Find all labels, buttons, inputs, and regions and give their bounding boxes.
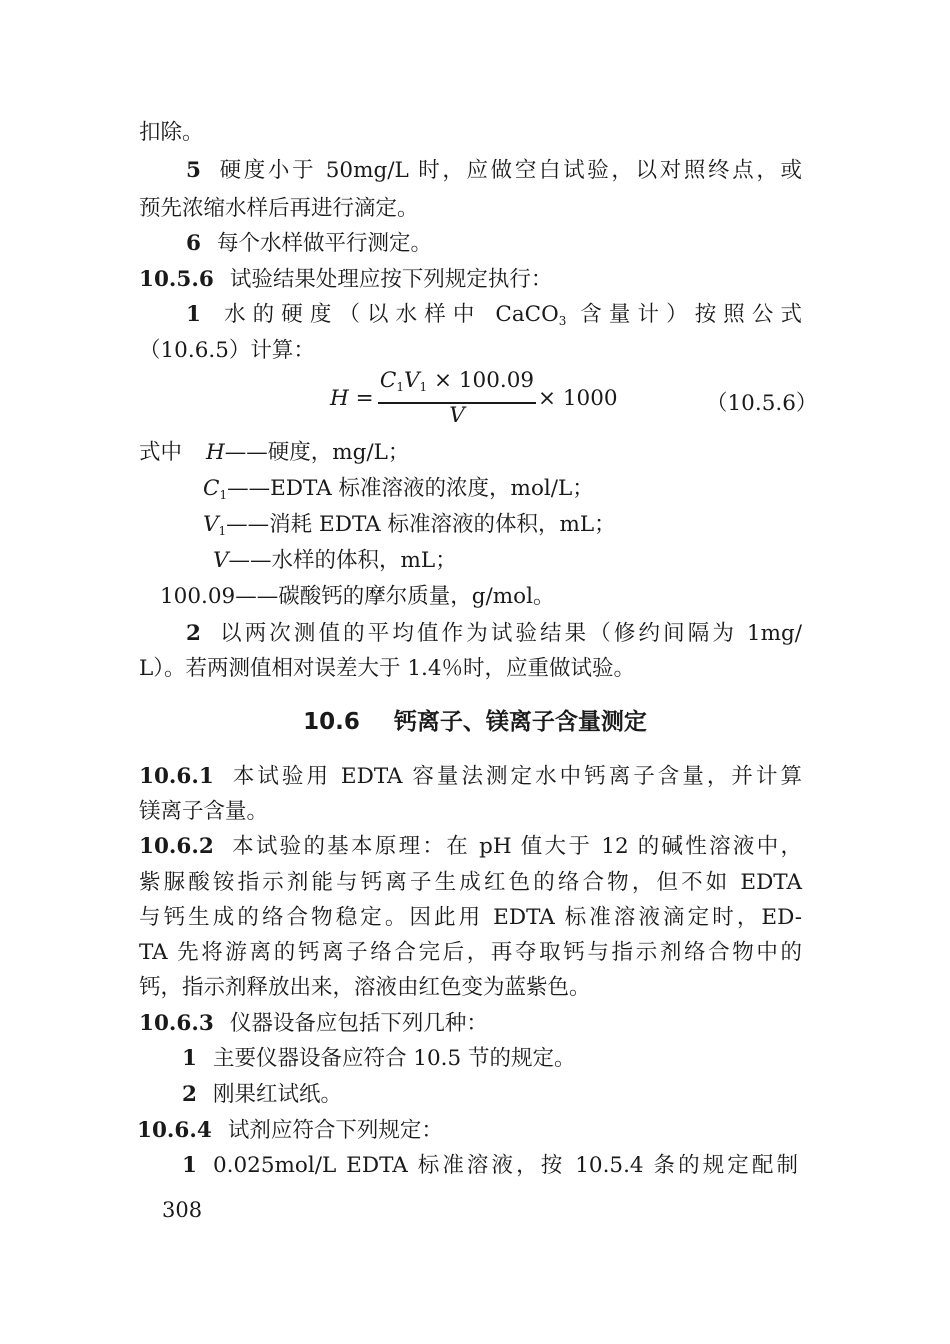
variable-desc: ——EDTA 标准溶液的浓度，mol/L； xyxy=(227,476,594,501)
clause-text: 仪器设备应包括下列几种： xyxy=(229,1011,488,1036)
formula-symbol: C xyxy=(379,368,397,393)
text-line xyxy=(139,903,802,933)
formula-tail: × 1000 xyxy=(538,386,618,411)
variable-desc: ——碳酸钙的摩尔质量，g/mol。 xyxy=(235,584,555,609)
text-span: （10.6.5）计算： xyxy=(139,338,315,363)
list-item-2 xyxy=(186,619,802,649)
clause-number: 10.6.4 xyxy=(137,1118,212,1143)
list-item-1 xyxy=(182,1151,798,1181)
section-number: 10.6 xyxy=(303,709,360,735)
subscript: 1 xyxy=(396,380,404,394)
item-text: 含量计）按照公式 xyxy=(566,302,802,327)
text-span: 预先浓缩水样后再进行滴定。 xyxy=(139,196,419,221)
where-h xyxy=(139,438,409,468)
item-number: 1 xyxy=(182,1153,197,1178)
text-span: 与钙生成的络合物稳定。因此用 EDTA 标准溶液滴定时，ED- xyxy=(139,905,802,930)
formula-numerator xyxy=(378,368,536,393)
text-span: 镁离子含量。 xyxy=(139,799,269,824)
where-c1 xyxy=(203,474,594,504)
item-text: 硬度小于 50mg/L 时，应做空白试验，以对照终点，或 xyxy=(216,158,802,183)
text-line xyxy=(139,118,204,148)
clause-number: 10.6.2 xyxy=(139,834,214,859)
variable-symbol: C xyxy=(203,476,220,501)
clause-10-6-2 xyxy=(139,832,802,862)
section-heading xyxy=(0,705,950,739)
list-item-1 xyxy=(182,1044,576,1074)
variable-symbol: 100.09 xyxy=(160,584,236,609)
variable-symbol: V xyxy=(213,548,229,573)
item-text: 水的硬度（以水样中 CaCO xyxy=(216,302,559,327)
text-span: 钙，指示剂释放出来，溶液由红色变为蓝紫色。 xyxy=(139,975,591,1000)
clause-text: 试验结果处理应按下列规定执行： xyxy=(229,267,553,292)
clause-10-5-6 xyxy=(139,265,552,295)
subscript: 3 xyxy=(558,314,567,328)
hardness-formula xyxy=(330,368,620,432)
where-prefix: 式中 xyxy=(139,440,183,465)
item-text: 主要仪器设备应符合 10.5 节的规定。 xyxy=(212,1046,576,1071)
item-number: 5 xyxy=(186,158,201,183)
item-text: 0.025mol/L EDTA 标准溶液，按 10.5.4 条的规定配制 xyxy=(212,1153,798,1178)
text-span: 紫脲酸铵指示剂能与钙离子生成红色的络合物，但不如 EDTA xyxy=(139,870,802,895)
item-number: 2 xyxy=(182,1082,197,1107)
item-text: 刚果红试纸。 xyxy=(212,1082,342,1107)
text-line xyxy=(139,797,268,827)
subscript: 1 xyxy=(419,380,428,394)
list-item-2 xyxy=(182,1080,342,1110)
item-number: 2 xyxy=(186,621,201,646)
clause-10-6-1 xyxy=(139,762,802,792)
list-item-5 xyxy=(186,156,802,186)
text-span: 扣除。 xyxy=(139,120,204,145)
formula-lhs: H = xyxy=(330,386,374,411)
formula-symbol: V xyxy=(404,368,420,393)
text-line xyxy=(139,938,802,968)
item-number: 1 xyxy=(182,1046,197,1071)
subscript: 1 xyxy=(218,524,227,538)
clause-text: 试剂应符合下列规定： xyxy=(227,1118,443,1143)
clause-number: 10.5.6 xyxy=(139,267,214,292)
where-v xyxy=(213,546,457,576)
clause-10-6-3 xyxy=(139,1009,488,1039)
text-line xyxy=(139,868,802,898)
variable-desc: ——消耗 EDTA 标准溶液的体积，mL； xyxy=(226,512,616,537)
list-item-1 xyxy=(186,300,802,330)
formula-text: × 100.09 xyxy=(427,368,535,393)
text-span: TA 先将游离的钙离子络合完后，再夺取钙与指示剂络合物中的 xyxy=(139,940,802,965)
text-line xyxy=(139,973,591,1003)
item-number: 1 xyxy=(186,302,201,327)
list-item-6 xyxy=(186,229,432,259)
clause-number: 10.6.1 xyxy=(139,764,214,789)
equation-number: （10.5.6） xyxy=(706,391,818,416)
text-line xyxy=(139,336,315,366)
formula-denominator: V xyxy=(449,403,465,428)
text-span: L）。若两测值相对误差大于 1.4％时，应重做试验。 xyxy=(139,656,636,681)
text-line xyxy=(139,194,419,224)
page-number: 308 xyxy=(162,1198,203,1222)
section-title: 钙离子、镁离子含量测定 xyxy=(393,709,647,735)
text-line xyxy=(139,654,635,684)
variable-desc: ——硬度，mg/L； xyxy=(224,440,410,465)
clause-text: 本试验用 EDTA 容量法测定水中钙离子含量，并计算 xyxy=(229,764,802,789)
where-molar-mass xyxy=(160,582,554,612)
clause-text: 本试验的基本原理：在 pH 值大于 12 的碱性溶液中， xyxy=(229,834,802,859)
item-text: 每个水样做平行测定。 xyxy=(216,231,432,256)
variable-desc: ——水样的体积，mL； xyxy=(228,548,457,573)
variable-symbol: H xyxy=(206,440,225,465)
variable-symbol: V xyxy=(203,512,219,537)
where-v1 xyxy=(203,510,616,540)
item-text: 以两次测值的平均值作为试验结果（修约间隔为 1mg/ xyxy=(216,621,802,646)
subscript: 1 xyxy=(219,488,228,502)
clause-10-6-4 xyxy=(137,1116,443,1146)
clause-number: 10.6.3 xyxy=(139,1011,214,1036)
item-number: 6 xyxy=(186,231,201,256)
